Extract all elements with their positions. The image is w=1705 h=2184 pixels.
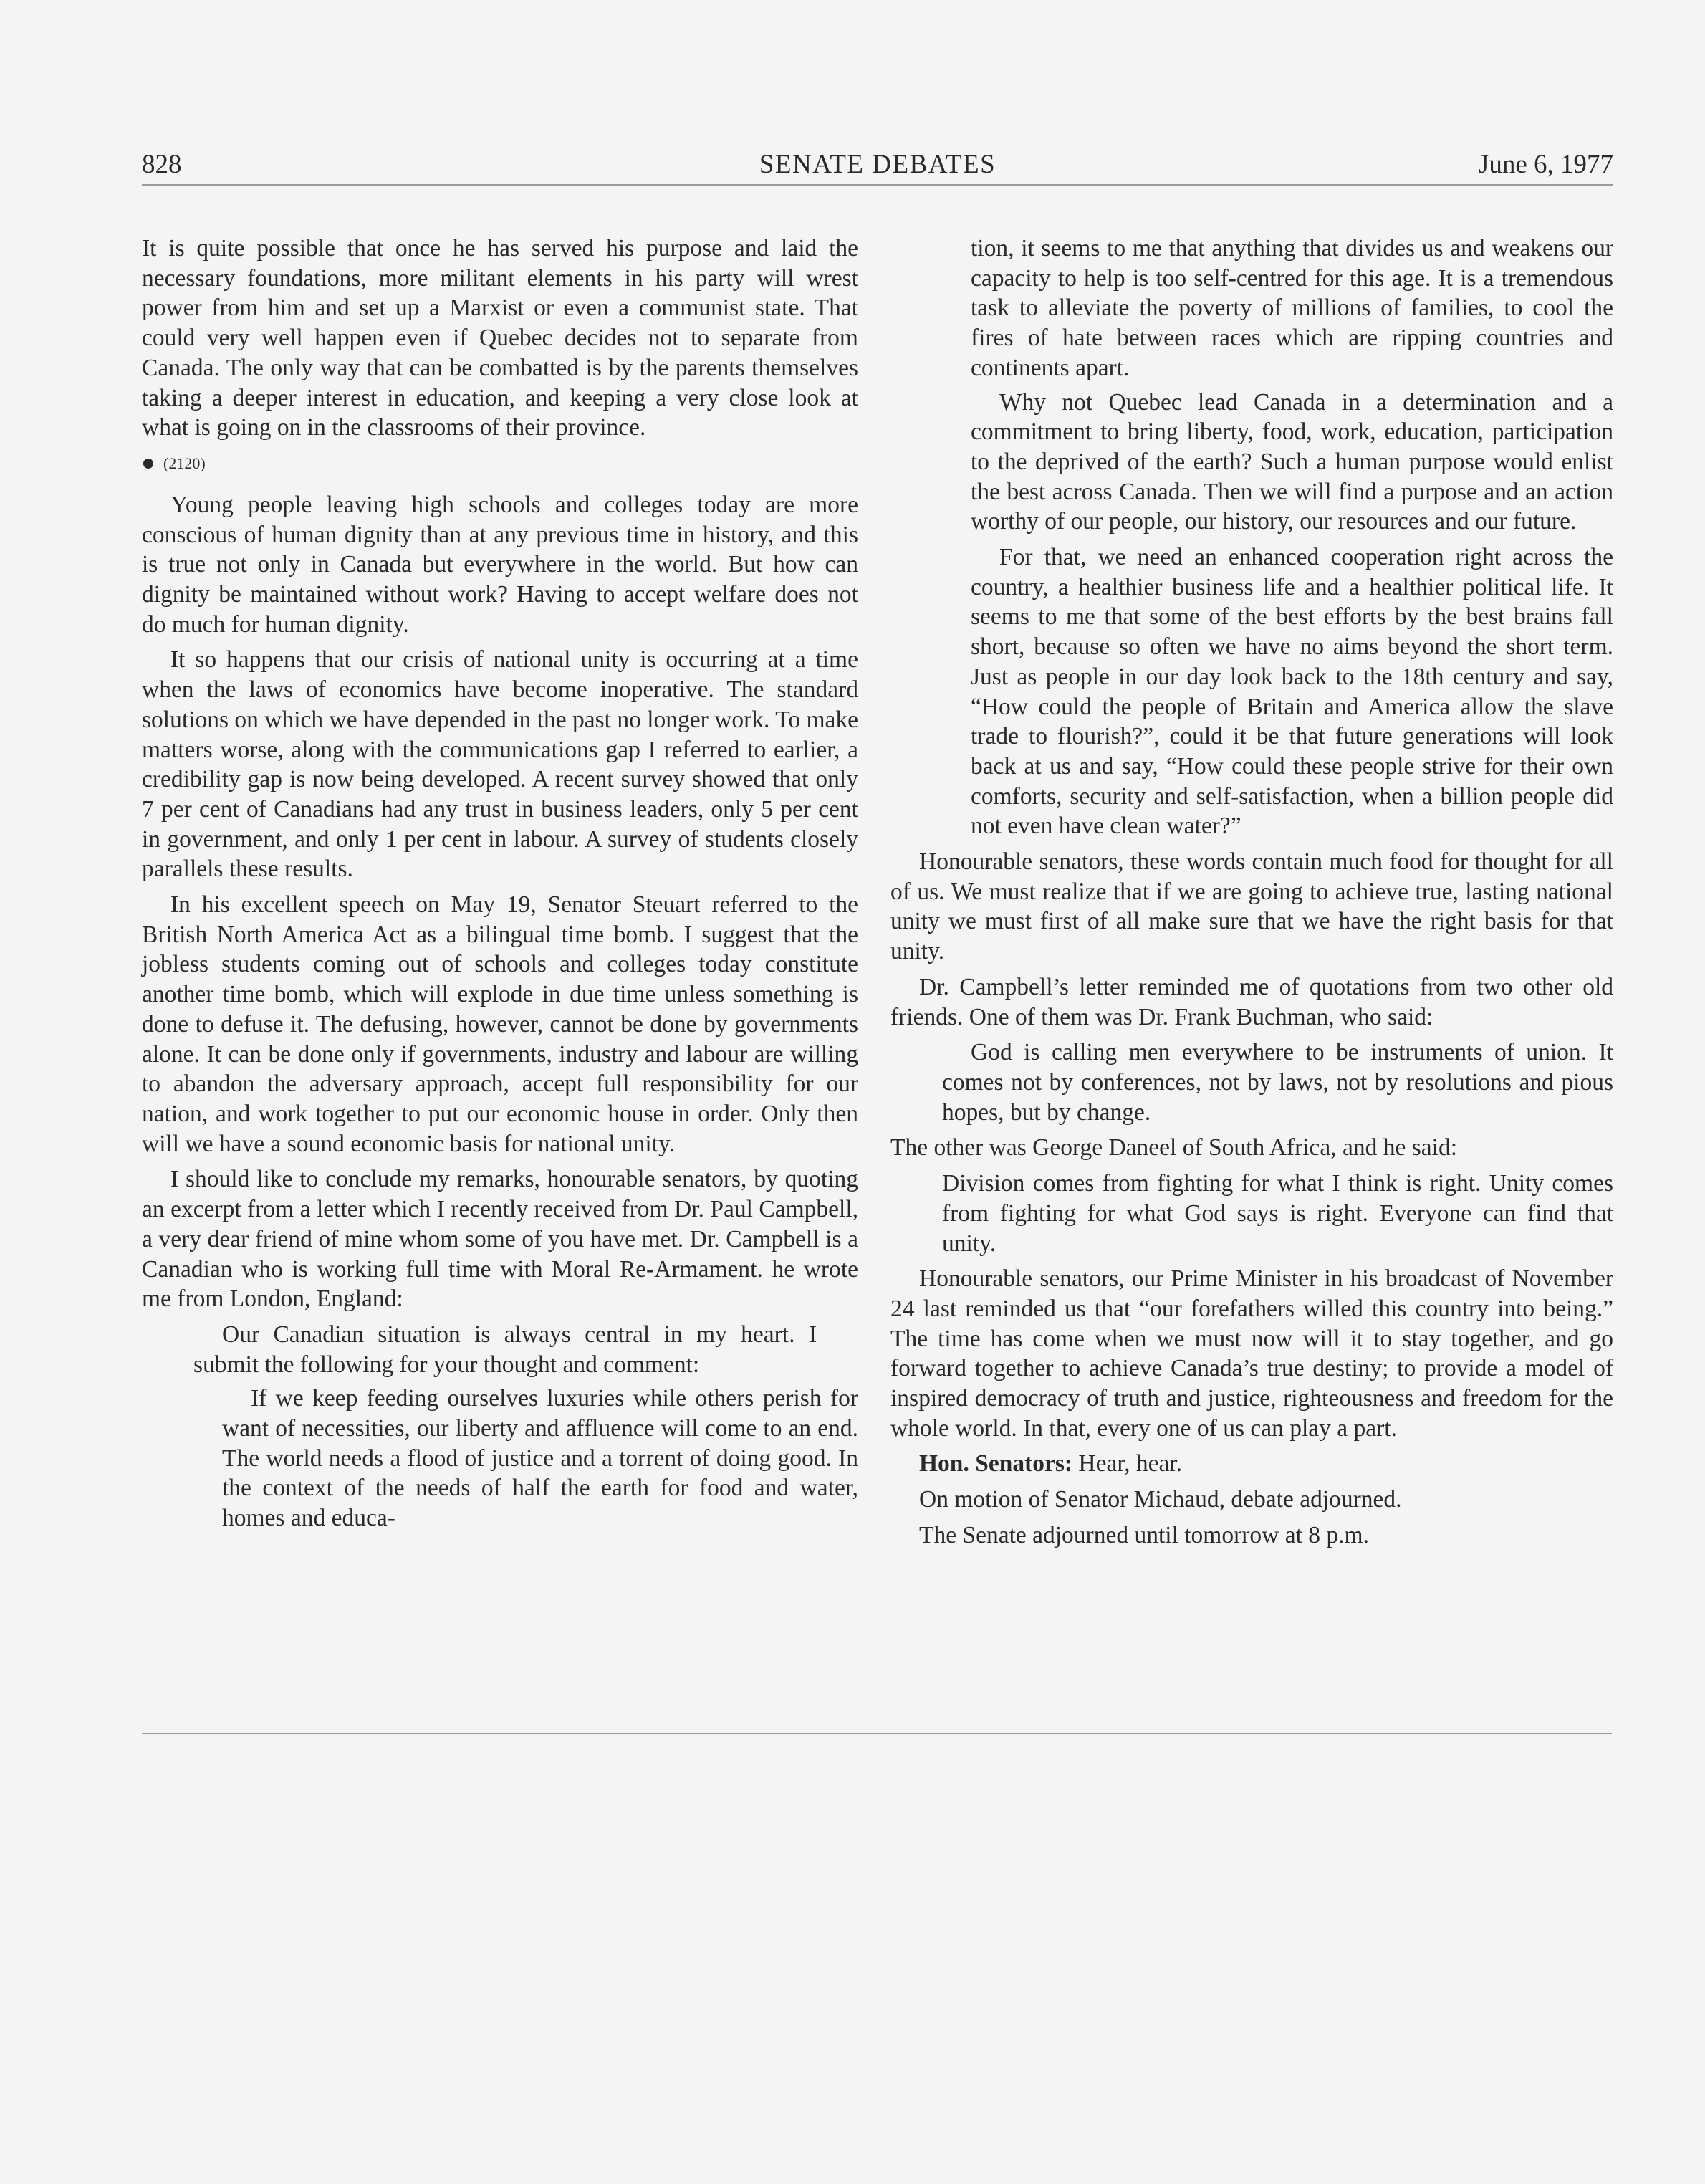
quote-paragraph: If we keep feeding ourselves luxuries while others perish for want of necessities, our liberty and affluence will come to an end. The world needs a flood of justice and a torrent of doing good. In the context of the needs of half the earth for food and water, homes and educa-	[222, 1385, 858, 1532]
letter-quote	[222, 1384, 858, 1533]
page-number: 828	[142, 150, 182, 179]
motion-line: On motion of Senator Michaud, debate adjourned.	[919, 1486, 1402, 1513]
right-column	[890, 234, 1613, 1556]
buchman-quote: God is calling men everywhere to be instruments of union. It comes not by conferences, not by laws, not by resolutions and pious hopes, but by change.	[942, 1039, 1613, 1126]
quote-paragraph: tion, it seems to me that anything that divides us and weakens our capacity to help is too self-centred for this age. It is a tremendous task to alleviate the poverty of millions of families, to cool the fires of hate between races which are ripping countries and continents apart.	[971, 235, 1613, 381]
paragraph: In his excellent speech on May 19, Senator Steuart referred to the British North America Act as a bilingual time bomb. I suggest that the jobless students coming out of schools and colleges today constitute another time bomb, which will explode in due time unless something is done to defuse it. The defusing, however, cannot be done by governments alone. It can be done only if governments, industry and labour are willing to abandon the adversary approach, accept full responsibility for our nation, and work together to put our economic house in order. Only then will we have a sound economic basis for national unity.	[142, 891, 858, 1157]
publication-title: SENATE DEBATES	[759, 150, 996, 179]
speaker-line	[890, 1449, 1613, 1479]
time-marker-label: (2120)	[163, 454, 206, 472]
quote-paragraph: Why not Quebec lead Canada in a determination and a commitment to bring liberty, food, work, education, participation to the deprived of the earth? Such a human purpose would enlist the best across Canada. Then we will find a purpose and an action worthy of our people, our history, our resources and our future.	[971, 388, 1613, 535]
quote-paragraph: Our Canadian situation is always central in my heart. I submit the following for your thought and comment:	[193, 1321, 817, 1378]
letter-quote-intro	[193, 1320, 817, 1379]
paragraph: Young people leaving high schools and colleges today are more conscious of human dignity than at any previous time in history, and this is true not only in Canada but everywhere in the world. But how can dignity be maintained without work? Having to accept welfare does not do much for human dignity.	[142, 491, 858, 638]
publication-date: June 6, 1977	[1478, 150, 1613, 179]
paragraph: Honourable senators, these words contain much food for thought for all of us. We must realize that if we are going to achieve true, lasting national unity we must first of all make sure that we have the right basis for that unity.	[890, 848, 1613, 965]
paragraph: It is quite possible that once he has served his purpose and laid the necessary foundations, more militant elements in his party will wrest power from him and set up a Marxist or even a communist state. That could very well happen even if Quebec decides not to separate from Canada. The only way that can be combatted is by the parents themselves taking a deeper interest in education, and keeping a very close look at what is going on in the classrooms of their province.	[142, 235, 858, 441]
footer-rule	[142, 1733, 1612, 1734]
paragraph: The other was George Daneel of South Africa, and he said:	[890, 1134, 1458, 1162]
paragraph: I should like to conclude my remarks, honourable senators, by quoting an excerpt from a letter which I recently received from Dr. Paul Campbell, a very dear friend of mine whom some of you have met. Dr. Campbell is a Canadian who is working full time with Moral Re-Armament. he wrote me from London, England:	[142, 1166, 858, 1313]
speaker-name: Hon. Senators:	[919, 1450, 1073, 1477]
quote-paragraph: For that, we need an enhanced cooperation right across the country, a healthier business life and a healthier political life. It seems to me that some of the best efforts by the best brains fall short, because so often we have no aims beyond the short term. Just as people in our day look back to the 18th century and say, “How could the people of Britain and America allow the slave trade to flourish?”, could it be that future generations will look back at us and say, “How could these people strive for their own comforts, security and self-satisfaction, when a billion people did not even have clean water?”	[971, 544, 1613, 840]
page-header	[142, 146, 1613, 183]
speaker-text: Hear, hear.	[1078, 1450, 1183, 1477]
paragraph: Dr. Campbell’s letter reminded me of quotations from two other old friends. One of them was Dr. Frank Buchman, who said:	[890, 973, 1613, 1030]
daneel-quote: Division comes from fighting for what I think is right. Unity comes from fighting for what God says is right. Everyone can find that unity.	[942, 1170, 1613, 1257]
paragraph: It so happens that our crisis of national unity is occurring at a time when the laws of economics have become inoperative. The standard solutions on which we have depended in the past no longer work. To make matters worse, along with the communications gap I referred to earlier, a credibility gap is now being developed. A recent survey showed that only 7 per cent of Canadians had any trust in business leaders, only 5 per cent in government, and only 1 per cent in labour. A survey of students closely parallels these results.	[142, 646, 858, 883]
bullet-icon	[143, 459, 153, 469]
adjournment-line: The Senate adjourned until tomorrow at 8 p.m.	[919, 1521, 1369, 1548]
time-marker	[142, 451, 858, 476]
left-column	[142, 234, 858, 1533]
header-rule	[142, 184, 1613, 186]
paragraph: Honourable senators, our Prime Minister in his broadcast of November 24 last reminded us that “our forefathers willed this country into being.” The time has come when we must now will it to stay together, and go forward together to achieve Canada’s true destiny; to provide a model of inspired democracy of truth and justice, righteousness and freedom for the whole world. In that, every one of us can play a part.	[890, 1265, 1613, 1442]
